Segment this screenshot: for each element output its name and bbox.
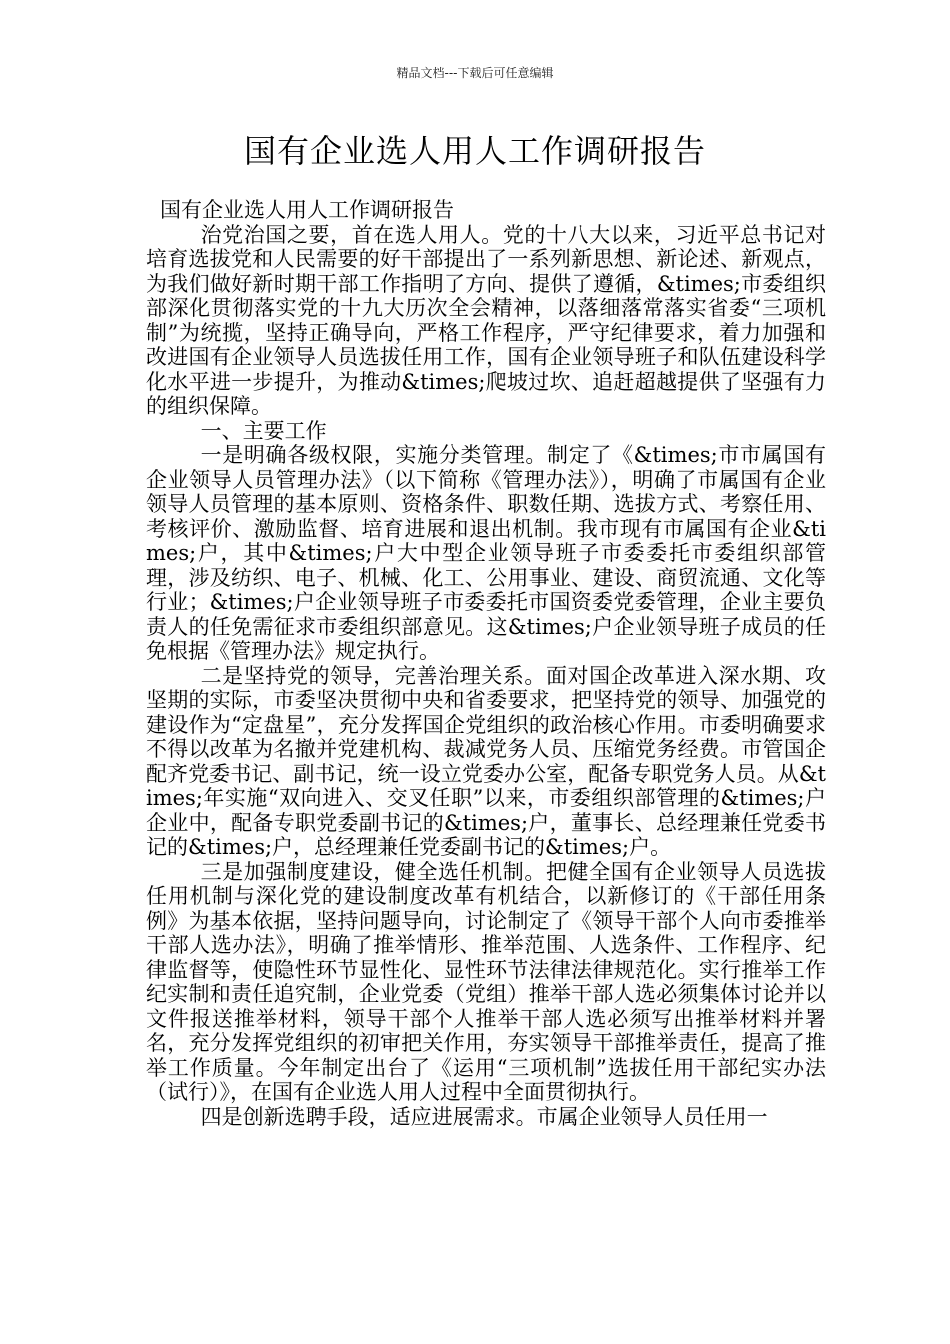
paragraph-3: 三是加强制度建设，健全选任机制。把健全国有企业领导人员选拔任用机制与深化党的建设制度改革有机结合，以新修订的《干部任用条例》为基本依据，坚持问题导向，讨论制定了《领导干部个人向市委推举干部人选办法》，明确了推举情形、推举范围、人选条件、工作程序、纪律监督等，使隐性环节显性化、显性环节法律法律规范化。实行推举工作纪实制和责任追究制，企业党委（党组）推举干部人选必须集体讨论并以文件报送推举材料，领导干部个人推举干部人选必须写出推举材料并署名，充分发挥党组织的初审把关作用，夯实领导干部推举责任，提高了推举工作质量。今年制定出台了《运用“三项机制”选拔任用干部纪实办法（试行）》，在国有企业选人用人过程中全面贯彻执行。 bbox=[146, 859, 826, 1104]
document-body bbox=[146, 198, 826, 1129]
document-subtitle: 国有企业选人用人工作调研报告 bbox=[160, 198, 454, 222]
header-note: 精品文档---下载后可任意编辑 bbox=[396, 66, 554, 80]
section-heading: 一、主要工作 bbox=[200, 418, 327, 443]
paragraph-intro: 治党治国之要，首在选人用人。党的十八大以来，习近平总书记对培育选拔党和人民需要的好干部提出了一系列新思想、新论述、新观点，为我们做好新时期干部工作指明了方向、提供了遵循，&times;市委组织部深化贯彻落实党的十九大历次全会精神，以落细落常落实省委“三项机制”为统揽，坚持正确导向，严格工作程序，严守纪律要求，着力加强和改进国有企业领导人员选拔任用工作，国有企业领导班子和队伍建设科学化水平进一步提升，为推动&times;爬坡过坎、追赶超越提供了坚强有力的组织保障。 bbox=[146, 222, 826, 418]
paragraph-1: 一是明确各级权限，实施分类管理。制定了《&times;市市属国有企业领导人员管理办法》（以下简称《管理办法》），明确了市属国有企业领导人员管理的基本原则、资格条件、职数任期、选拔方式、考察任用、考核评价、激励监督、培育进展和退出机制。我市现有市属国有企业&times;户，其中&times;户大中型企业领导班子市委委托市委组织部管理，涉及纺织、电子、机械、化工、公用事业、建设、商贸流通、文化等行业；&times;户企业领导班子市委委托市国资委党委管理，企业主要负责人的任免需征求市委组织部意见。这&times;户企业领导班子成员的任免根据《管理办法》规定执行。 bbox=[146, 443, 826, 663]
paragraph-4: 四是创新选聘手段，适应进展需求。市属企业领导人员任用一 bbox=[200, 1104, 768, 1129]
document-title: 国有企业选人用人工作调研报告 bbox=[243, 132, 706, 170]
paragraph-2: 二是坚持党的领导，完善治理关系。面对国企改革进入深水期、攻坚期的实际，市委坚决贯彻中央和省委要求，把坚持党的领导、加强党的建设作为“定盘星”，充分发挥国企党组织的政治核心作用。市委明确要求不得以改革为名撤并党建机构、裁减党务人员、压缩党务经费。市管国企配齐党委书记、副书记，统一设立党委办公室，配备专职党务人员。从&times;年实施“双向进入、交叉任职”以来，市委组织部管理的&times;户企业中，配备专职党委副书记的&times;户，董事长、总经理兼任党委书记的&times;户，总经理兼任党委副书记的&times;户。 bbox=[146, 663, 826, 859]
